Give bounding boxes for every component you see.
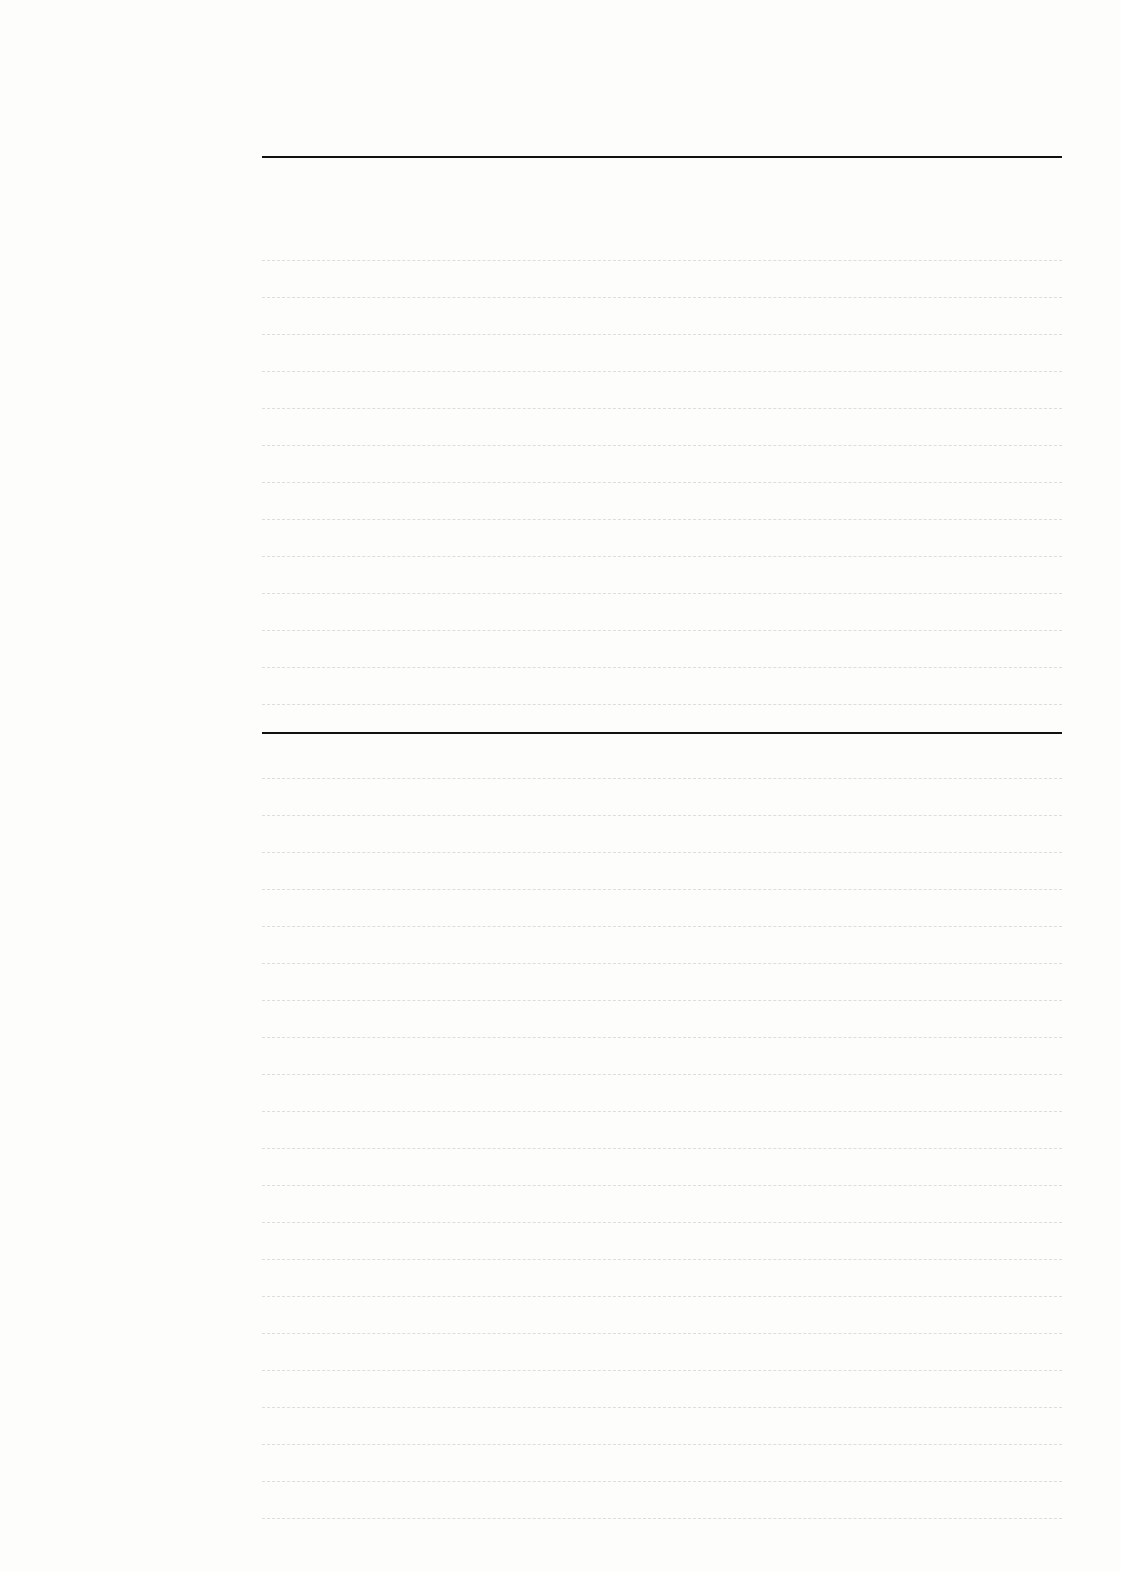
header-rule bbox=[262, 156, 1062, 158]
text-line bbox=[262, 1001, 1062, 1038]
text-line bbox=[262, 594, 1062, 631]
section-2-body bbox=[262, 779, 1062, 890]
text-line bbox=[262, 1482, 1062, 1519]
text-line bbox=[262, 631, 1062, 668]
text-line bbox=[262, 927, 1062, 964]
text-line bbox=[262, 779, 1062, 816]
text-line bbox=[262, 964, 1062, 1001]
text-line bbox=[262, 1334, 1062, 1371]
text-line bbox=[262, 1149, 1062, 1186]
section-3-body bbox=[262, 927, 1062, 1519]
text-line bbox=[262, 1297, 1062, 1334]
text-line bbox=[262, 1371, 1062, 1408]
text-line bbox=[262, 1038, 1062, 1075]
section-3-heading bbox=[262, 890, 1062, 927]
text-line bbox=[262, 224, 1062, 261]
text-line bbox=[262, 853, 1062, 890]
running-header bbox=[262, 116, 1062, 156]
text-line bbox=[262, 1186, 1062, 1223]
text-line bbox=[262, 1112, 1062, 1149]
section-3 bbox=[262, 890, 1062, 1519]
text-line bbox=[262, 446, 1062, 483]
text-line bbox=[262, 409, 1062, 446]
text-line bbox=[262, 1223, 1062, 1260]
section-2-heading bbox=[262, 742, 1062, 779]
section-1-heading bbox=[262, 180, 1062, 224]
text-line bbox=[262, 816, 1062, 853]
text-line bbox=[262, 483, 1062, 520]
text-line bbox=[262, 1260, 1062, 1297]
text-line bbox=[262, 372, 1062, 409]
text-line bbox=[262, 1408, 1062, 1445]
section-1-body bbox=[262, 224, 1062, 705]
section-1 bbox=[262, 180, 1062, 705]
text-line bbox=[262, 557, 1062, 594]
section-divider bbox=[262, 732, 1062, 734]
text-line bbox=[262, 261, 1062, 298]
text-line bbox=[262, 1445, 1062, 1482]
text-line bbox=[262, 668, 1062, 705]
text-line bbox=[262, 1075, 1062, 1112]
text-line bbox=[262, 335, 1062, 372]
section-2 bbox=[262, 742, 1062, 890]
text-line bbox=[262, 520, 1062, 557]
text-line bbox=[262, 298, 1062, 335]
